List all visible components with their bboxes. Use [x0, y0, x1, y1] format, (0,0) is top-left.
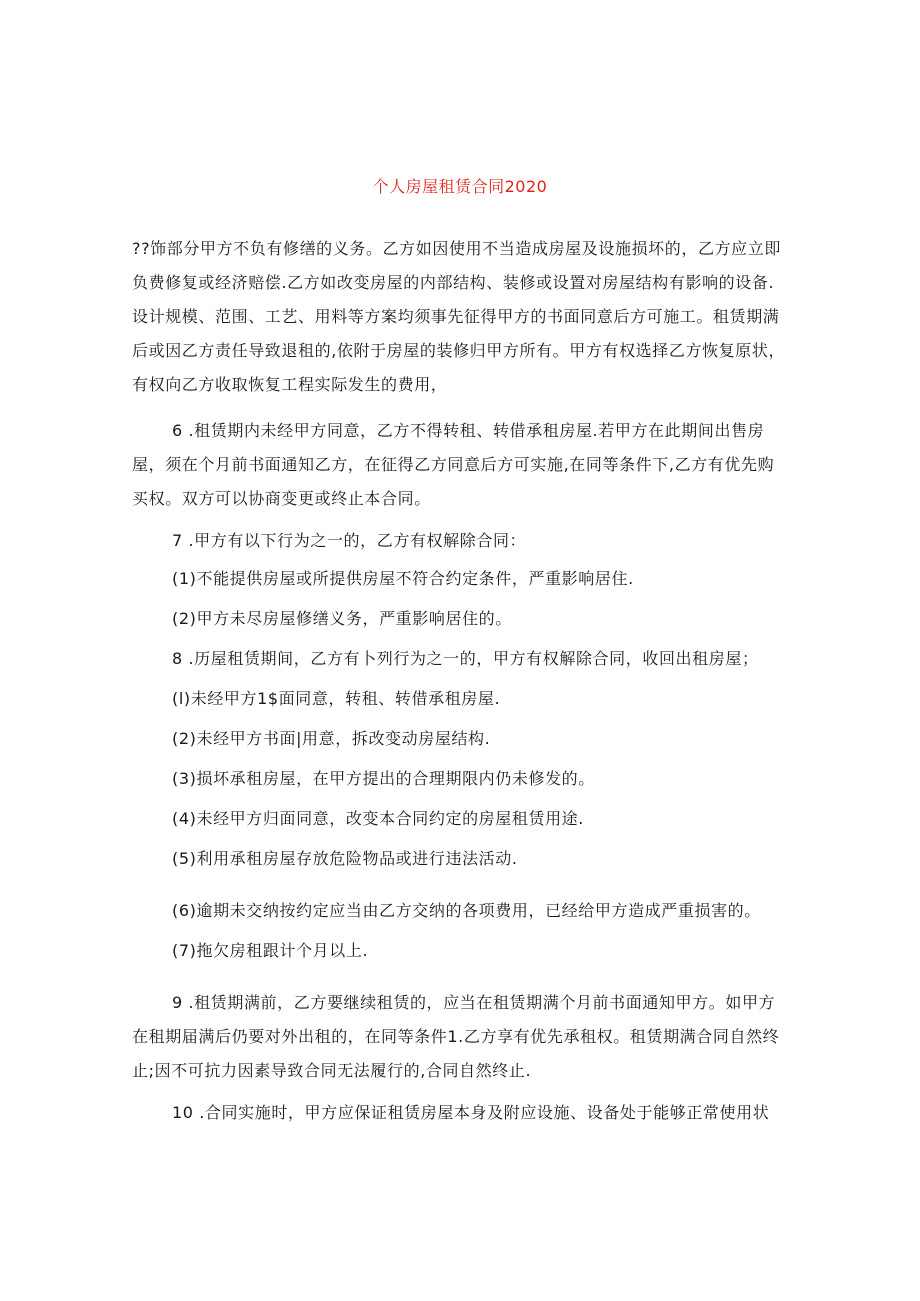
- list-item: (5)利用承租房屋存放危险物品或进行违法活动.: [172, 849, 518, 868]
- paragraph-line: ??饰部分甲方不负有修缮的义务。乙方如因使用不当造成房屋及设施损坏的，乙方应立即: [132, 239, 781, 258]
- clause-10-line: 10 .合同实施时，甲方应保证租赁房屋本身及附应设施、设备处于能够正常使用状: [172, 1103, 770, 1122]
- paragraph-line: 买权。双方可以协商变更或终止本合同。: [132, 489, 431, 508]
- list-item: (2)未经甲方书面|用意，拆改变动房屋结构.: [172, 729, 491, 748]
- list-item: (l)未经甲方1$面同意，转租、转借承租房屋.: [172, 689, 501, 708]
- list-item: (1)不能提供房屋或所提供房屋不符合约定条件，严重影响居住.: [172, 569, 634, 588]
- paragraph-line: 设计规模、范围、工艺、用料等方案均须事先征得甲方的书面同意后方可施工。租赁期满: [132, 307, 780, 326]
- list-item: (4)未经甲方归面同意，改变本合同约定的房屋租赁用途.: [172, 809, 584, 828]
- paragraph-line: 后或因乙方责任导致退租的,依附于房屋的装修归甲方所有。甲方有权选择乙方恢复原状，: [132, 341, 786, 360]
- clause-9-line: 9 .租赁期满前，乙方要继续租赁的，应当在租赁期满个月前书面通知甲方。如甲方: [172, 993, 776, 1012]
- clause-6-line: 6 .租赁期内未经甲方同意，乙方不得转租、转借承租房屋.若甲方在此期间出售房: [172, 421, 765, 440]
- paragraph-line: 有权向乙方收取恢复工程实际发生的费用，: [132, 375, 448, 394]
- list-item: (7)拖欠房租跟计个月以上.: [172, 941, 369, 960]
- clause-8-line: 8 .历屋租赁期间，乙方有卜列行为之一的，甲方有权解除合同，收回出租房屋；: [172, 649, 759, 668]
- list-item: (6)逾期未交纳按约定应当由乙方交纳的各项费用，已经给甲方造成严重损害的。: [172, 901, 761, 920]
- paragraph-line: 止;因不可抗力因素导致合同无法履行的,合同自然终止.: [132, 1061, 532, 1080]
- list-item: (3)损坏承租房屋，在甲方提出的合理期限内仍未修发的。: [172, 769, 595, 788]
- document-title: 个人房屋租赁合同2020: [372, 177, 548, 196]
- paragraph-line: 屋，须在个月前书面通知乙方，在征得乙方同意后方可实施,在同等条件下,乙方有优先购: [132, 455, 775, 474]
- list-item: (2)甲方未尽房屋修缮义务，严重影响居住的。: [172, 609, 512, 628]
- paragraph-line: 在租期届满后仍要对外出租的，在同等条件1.乙方享有优先承租权。租赁期满合同自然终: [132, 1027, 780, 1046]
- paragraph-line: 负费修复或经济赔偿.乙方如改变房屋的内部结构、装修或设置对房屋结构有影响的设备.: [132, 273, 775, 292]
- clause-7-line: 7 .甲方有以下行为之一的，乙方有权解除合同：: [172, 531, 527, 550]
